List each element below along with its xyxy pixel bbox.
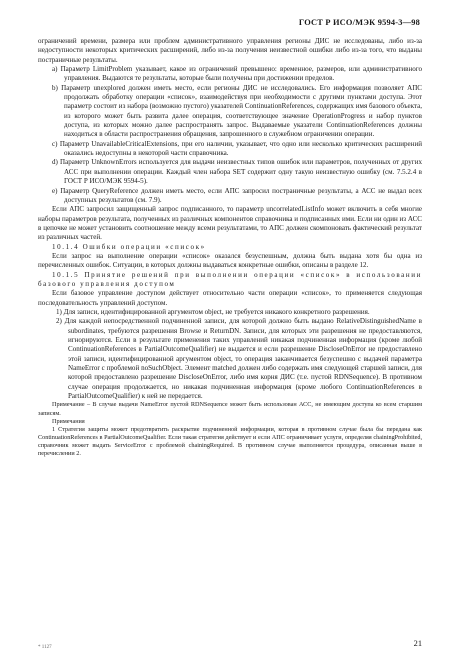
paragraph: e) Параметр QueryReference должен иметь место, если АПС запросил постраничные результаты, а АСС не выдал всех доступных результатов (см. 7.9). bbox=[52, 186, 422, 204]
paragraph: 10.1.5 Принятие решений при выполнении операции «список» в использовании базового управления доступом bbox=[38, 270, 422, 288]
footer-code: * 1127 bbox=[38, 645, 52, 650]
paragraph: b) Параметр unexplored должен иметь место, если регионы ДИС не исследовались. Его информация позволяет АПС продолжать обработку операции «список», взаимодействуя при необходимости с другими пунктами доступа. Этот параметр состоит из набора (возможно пустого) указателей ContinuationReferences, содержащих имя базового объекта, из которого может быть развита далее операция, соответствующее значение OperationProgress и набор пунктов доступа, из которых можно далее распространять запрос. Выдаваемые указатели ContinuationReferences должны находиться в области распространения обращения, запрошенного в служебном ограничении операции. bbox=[52, 83, 422, 139]
paragraph: Если запрос на выполнение операции «список» оказался безуспешным, должна быть выдана хотя бы одна из перечисленных ошибок. Ситуации, в которых должны выдаваться конкретные ошибки, описаны в разделе 12. bbox=[38, 251, 422, 270]
paragraph: Примечания bbox=[52, 417, 85, 425]
paragraph: 2) Для каждой непосредственной подчиненной записи, для которой должно быть выдано RelativeDistinguishedName в subordinates, требуются разрешения Browse и ReturnDN. Записи, для которых эти разрешения не предоставляются, игнорируются. Если в результате применения таких управлений никакая подчиненная информация (кроме любой ContinuationReferences в PartialOutcomeQualifier) не выдается и если разрешение DiscloseOnError не предоставлено этой записи, идентифицированной аргументом object, то операция заканчивается безуспешно с выдачей параметра NameError с проблемой noSuchObject. Элемент matched должен либо содержать имя следующей старшей записи, для которой предоставлено разрешение DiscloseOnError, либо имя корня ДИС (т.е. пустой RDNSequence). В противном случае операция продолжается, но никакая подчиненная информация (кроме любого ContinuationReferences в PartialOutcomeQualifier) к ней не передается. bbox=[56, 317, 422, 401]
page-number: 21 bbox=[413, 639, 422, 648]
standard-header: ГОСТ Р ИСО/МЭК 9594-3—98 bbox=[298, 18, 420, 27]
paragraph: 1) Для записи, идентифицированной аргументом object, не требуется никакого конкретного разрешения. bbox=[56, 307, 370, 316]
paragraph: c) Параметр UnavailableCriticalExtensions, при его наличии, указывает, что одно или несколько критических расширений оказались недоступны в некоторой части справочника. bbox=[52, 139, 422, 158]
page-body bbox=[38, 37, 422, 458]
paragraph: Если базовое управление доступом действует относительно части операции «список», то применяется следующая последовательность управлений доступом. bbox=[38, 289, 422, 307]
paragraph: Если АПС запросил защищенный запрос подписанного, то параметр uncorrelatedListInfo может включить в себя многие наборы параметров результата, полученных из различных компонентов справочника и подписанных ими. Если ни один из АСС в цепочке не может установить соотношение между всеми результатами, то АПС должен скомпоновать фактический результат из различных частей. bbox=[38, 205, 422, 242]
paragraph: а) Параметр LimitProblem указывает, какое из ограничений превышено: временное, размеров, или административного управления. Выдаются те результаты, которые были получены при достижении пределов. bbox=[52, 65, 422, 83]
paragraph: d) Параметр UnknownErrors используется для выдачи неизвестных типов ошибок или параметров, полученных от других АСС при выполнении операции. Каждый член набора SET содержит одну такую неизвестную ошибку (см. 7.5.2.4 в ГОСТ Р ИСО/МЭК 9594-5). bbox=[52, 158, 422, 186]
paragraph: ограничений времени, размера или проблем административного управления регионы ДИС не исследованы, либо из-за недоступности некоторых критических расширений, либо из-за получения неизвестной ошибки либо из-за того, что выданы постраничные результаты. bbox=[38, 37, 422, 64]
paragraph: 1 Стратегия защиты может предотвратить раскрытие подчиненной информации, которая в противном случае была бы передана как ContinuationReferences в PartialOutcomeQualifier. Если такая стратегия действует и если АПС ограничивает услуги, определяя chainingProhibited, справочник может выдать ServiceError с проблемой chainingRequired. В противном случае выполняется процедура, описанная выше в перечислении 2. bbox=[38, 425, 422, 457]
paragraph: 10.1.4 Ошибки операции «список» bbox=[52, 242, 206, 251]
paragraph: Примечание – В случае выдачи NameError пустой RDNSequence может быть использован АСС, не имеющим доступа ко всем старшим записям. bbox=[38, 401, 422, 417]
